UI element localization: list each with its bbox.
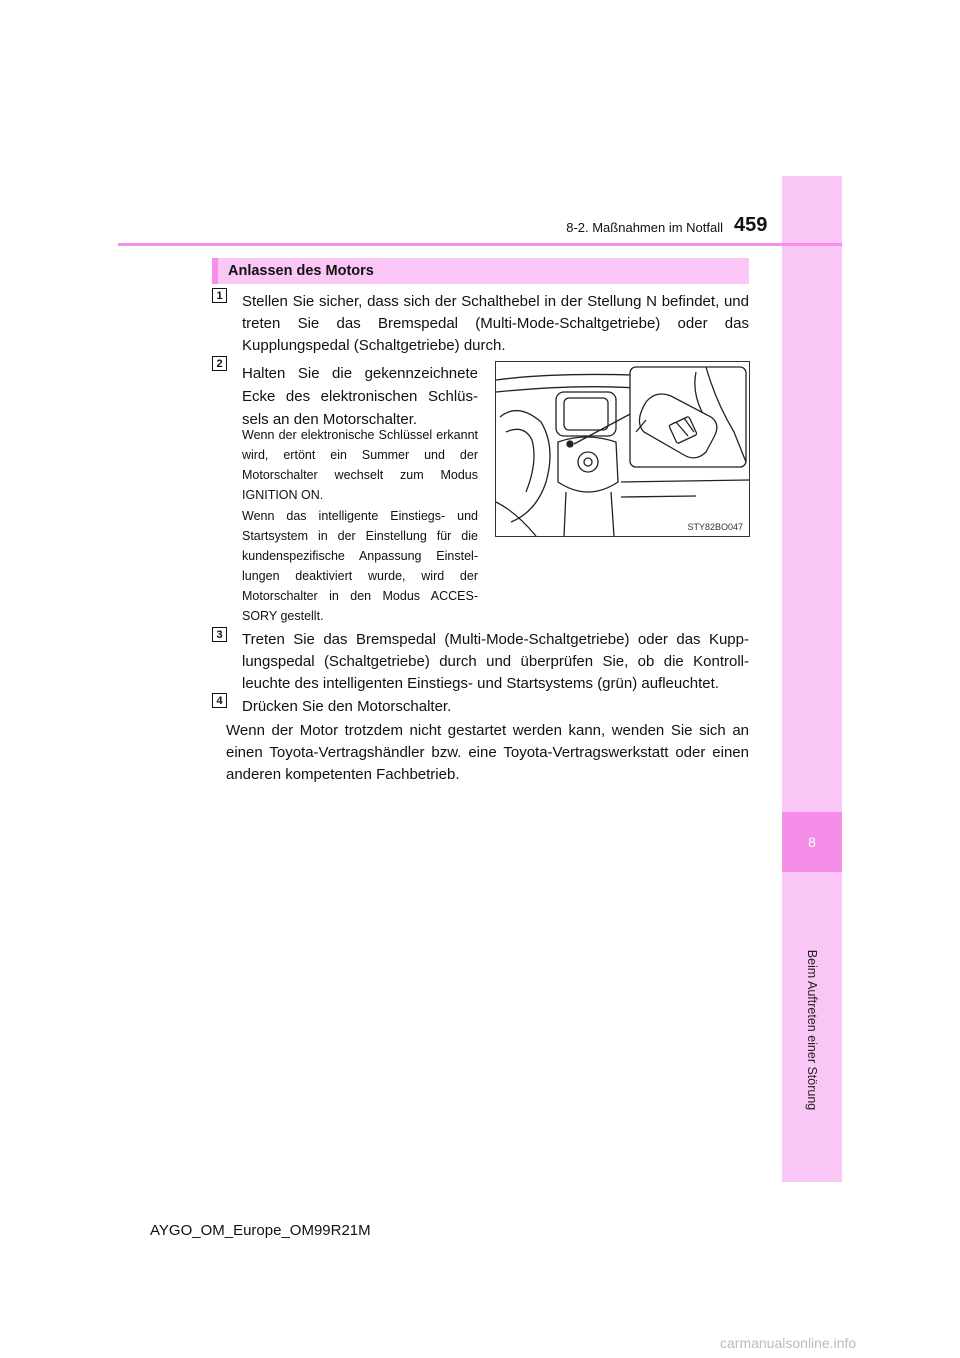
key-illustration — [495, 361, 750, 537]
section-heading-text: Anlassen des Motors — [228, 263, 374, 279]
step-2-note-1: Wenn der elektronische Schlüssel erkannt wird, ertönt ein Summer und der Motorschalter wechselt zum Modus IGNITION ON. — [242, 428, 478, 502]
step-4-number: 4 — [212, 693, 227, 708]
step-2-number: 2 — [212, 356, 227, 371]
step-4-text: Drücken Sie den Motorschalter. — [242, 698, 452, 715]
step-1-number: 1 — [212, 288, 227, 303]
step-1-text: Stellen Sie sicher, dass sich der Schalthebel in der Stellung N befindet, und treten Sie das Bremspedal (Multi-Mode-Schaltgetriebe) oder das Kupplungspedal (Schaltgetriebe) durch. — [242, 293, 749, 354]
closing-paragraph: Wenn der Motor trotzdem nicht gestartet werden kann, wenden Sie sich an einen Toyota-Vertragshändler bzw. eine Toyota-Vertragswerkstatt oder einen anderen kompetenten Fachbetrieb. — [226, 722, 749, 783]
dashboard-key-drawing — [496, 362, 749, 536]
step-3-number: 3 — [212, 627, 227, 642]
step-2-note-2: Wenn das intelligente Einstiegs- und Startsystem in der Einstellung für die kundenspezifische Anpassung Einstel-lungen deaktiviert wurde, wird der Motorschalter in den Modus ACCES-SORY gestellt. — [242, 509, 478, 623]
step-3-text: Treten Sie das Bremspedal (Multi-Mode-Schaltgetriebe) oder das Kupp-lungspedal (Schaltgetriebe) durch und überprüfen Sie, ob die Kontroll-leuchte des intelligenten Einstiegs- und Startsystems (grün) aufleuchtet. — [242, 631, 749, 692]
figure-code: STY82BO047 — [687, 522, 743, 532]
chapter-number-tab: 8 — [782, 812, 842, 872]
watermark: carmanualsonline.info — [720, 1335, 857, 1351]
section-heading — [212, 258, 749, 284]
page-number: 459 — [734, 214, 768, 236]
header-divider — [118, 243, 842, 246]
chapter-title-vertical: Beim Auftreten einer Störung — [805, 949, 819, 1111]
section-title: 8-2. Maßnahmen im Notfall — [566, 220, 723, 235]
footer-doc-id: AYGO_OM_Europe_OM99R21M — [150, 1222, 371, 1239]
step-2-text: Halten Sie die gekennzeichnete Ecke des elektronischen Schlüs-sels an den Motorschalter. — [242, 365, 478, 428]
